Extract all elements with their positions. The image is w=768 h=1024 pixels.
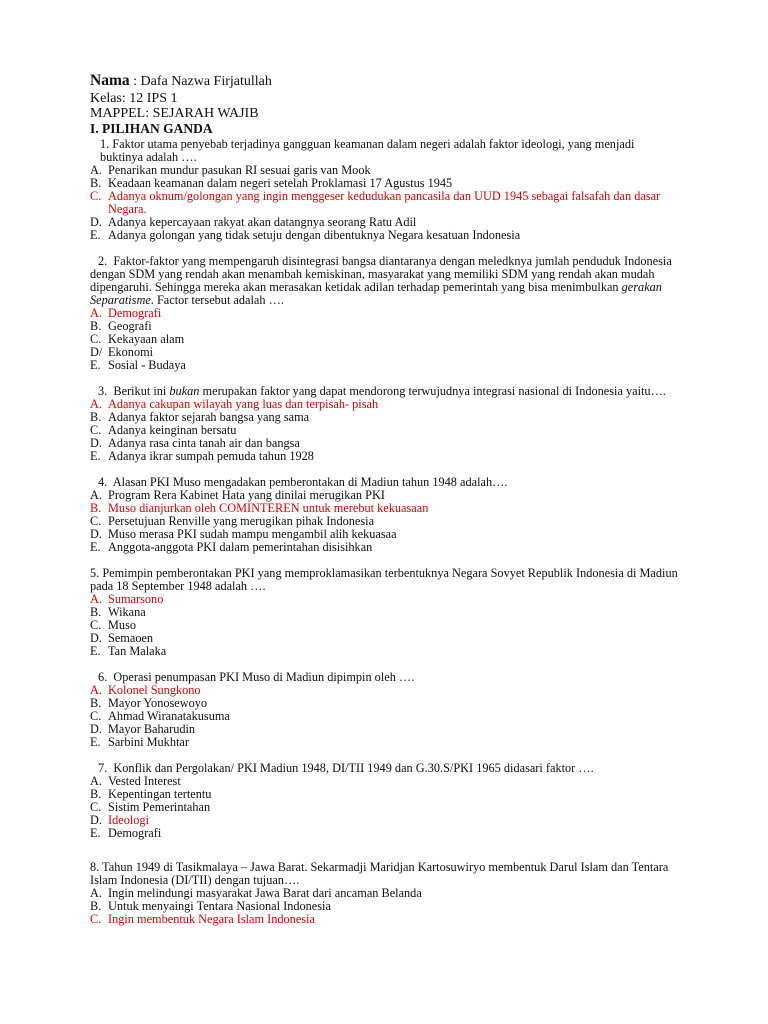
option-d: D. Adanya kepercayaan rakyat akan datangnya seorang Ratu Adil: [90, 215, 417, 229]
option-e: E. Demografi: [90, 826, 162, 840]
option-c: C. Adanya keinginan bersatu: [90, 423, 237, 437]
question-number: 4.: [98, 475, 108, 489]
option-b: B. Untuk menyaingi Tentara Nasional Indonesia: [90, 899, 331, 913]
option-c: C. Ahmad Wiranatakusuma: [90, 709, 230, 723]
option-b: B. Mayor Yonosewoyo: [90, 696, 208, 710]
option-c-correct: C. Adanya oknum/golongan yang ingin menggeser kedudukan pancasila dan UUD 1945 sebagai falsafah dan dasar Negara.: [90, 189, 661, 216]
option-b: B. Keadaan keamanan dalam negeri setelah Proklamasi 17 Agustus 1945: [90, 176, 453, 190]
question-text: 8. Tahun 1949 di Tasikmalaya – Jawa Barat. Sekarmadji Maridjan Kartosuwiryo membentuk Darul Islam dan Tentara Islam Indonesia (DI/TII) dengan tujuan….: [90, 860, 669, 887]
subject-line: MAPPEL: SEJARAH WAJIB: [90, 106, 259, 121]
option-e: E. Adanya golongan yang tidak setuju dengan dibentuknya Negara kesatuan Indonesia: [90, 228, 521, 242]
question-number: 2.: [98, 254, 108, 268]
question-number: 8.: [90, 860, 100, 874]
student-name-line: [90, 72, 680, 91]
option-e: E. Adanya ikrar sumpah pemuda tahun 1928: [90, 449, 314, 463]
question-text: 7. Konflik dan Pergolakan/ PKI Madiun 1948, DI/TII 1949 dan G.30.S/PKI 1965 didasari faktor ….: [98, 761, 594, 775]
question-text: 1. Faktor utama penyebab terjadinya gangguan keamanan dalam negeri adalah faktor ideologi, yang menjadi buktinya adalah ….: [100, 137, 635, 164]
option-c: C. Muso: [90, 618, 137, 632]
class-line: Kelas: 12 IPS 1: [90, 91, 178, 106]
option-a: A. Program Rera Kabinet Hata yang dinilai merugikan PKI: [90, 488, 385, 502]
option-e: E. Sarbini Mukhtar: [90, 735, 189, 749]
question-1: [90, 138, 680, 242]
option-d: D. Semaoen: [90, 631, 154, 645]
option-c: C. Sistim Pemerintahan: [90, 800, 211, 814]
option-b-correct: B. Muso dianjurkan oleh COMINTEREN untuk merebut kekuasaan: [90, 501, 429, 515]
question-3: [90, 385, 680, 463]
question-2: [90, 255, 680, 372]
name-label: Nama: [90, 72, 130, 89]
option-e: E. Sosial - Budaya: [90, 358, 186, 372]
section-title: I. PILIHAN GANDA: [90, 121, 213, 136]
option-b: B. Wikana: [90, 605, 146, 619]
option-a: A. Vested Interest: [90, 774, 181, 788]
question-5: [90, 567, 680, 658]
question-text: 4. Alasan PKI Muso mengadakan pemberontakan di Madiun tahun 1948 adalah….: [98, 475, 508, 489]
option-d: D. Mayor Baharudin: [90, 722, 196, 736]
option-c: C. Persetujuan Renville yang merugikan pihak Indonesia: [90, 514, 375, 528]
option-d: D. Muso merasa PKI sudah mampu mengambil alih kekuasaa: [90, 527, 397, 541]
question-text: 5. Pemimpin pemberontakan PKI yang memproklamasikan terbentuknya Negara Sovyet Republik Indonesia di Madiun pada 18 September 1948 adalah ….: [90, 566, 678, 593]
option-a-correct: A. Demografi: [90, 306, 162, 320]
option-a-correct: A. Sumarsono: [90, 592, 164, 606]
option-c: C. Kekayaan alam: [90, 332, 185, 346]
option-a: A. Penarikan mundur pasukan RI sesuai garis van Mook: [90, 163, 371, 177]
option-a: A. Ingin melindungi masyarakat Jawa Barat dari ancaman Belanda: [90, 886, 422, 900]
question-text: 3. Berikut ini bukan merupakan faktor yang dapat mendorong terwujudnya integrasi nasional di Indonesia yaitu….: [98, 384, 666, 398]
option-a-correct: A. Adanya cakupan wilayah yang luas dan terpisah- pisah: [90, 397, 379, 411]
option-e: E. Anggota-anggota PKI dalam pemerintahan disisihkan: [90, 540, 373, 554]
question-8: [90, 861, 680, 926]
question-number: 6.: [98, 670, 108, 684]
question-4: [90, 476, 680, 554]
option-c-correct: C. Ingin membentuk Negara Islam Indonesia: [90, 912, 315, 926]
option-d: D. Adanya rasa cinta tanah air dan bangsa: [90, 436, 300, 450]
question-text: 6. Operasi penumpasan PKI Muso di Madiun dipimpin oleh ….: [98, 670, 415, 684]
option-a-correct: A. Kolonel Sungkono: [90, 683, 201, 697]
question-text: 2. Faktor-faktor yang mempengaruh disintegrasi bangsa diantaranya dengan meledknya jumlah penduduk Indonesia dengan SDM yang rendah akan menambah kemiskinan, masyarakat yang memiliki SDM yang rendah akan mudah dipengaruhi. Sehingga mereka akan merasakan ketidak adilan terhadap pemerintah yang bisa menimbulkan gerakan Separatisme. Factor tersebut adalah ….: [90, 254, 672, 307]
option-b: B. Geografi: [90, 319, 152, 333]
name-value: : Dafa Nazwa Firjatullah: [129, 74, 272, 89]
option-e: E. Tan Malaka: [90, 644, 167, 658]
question-6: [90, 671, 680, 749]
option-b: B. Adanya faktor sejarah bangsa yang sama: [90, 410, 310, 424]
option-b: B. Kepentingan tertentu: [90, 787, 212, 801]
option-d-correct: D. Ideologi: [90, 813, 149, 827]
question-number: 7.: [98, 761, 108, 775]
question-number: 1.: [100, 137, 110, 151]
question-7: [90, 762, 680, 840]
option-d: D/ Ekonomi: [90, 345, 154, 359]
question-number: 3.: [98, 384, 108, 398]
question-number: 5.: [90, 566, 100, 580]
